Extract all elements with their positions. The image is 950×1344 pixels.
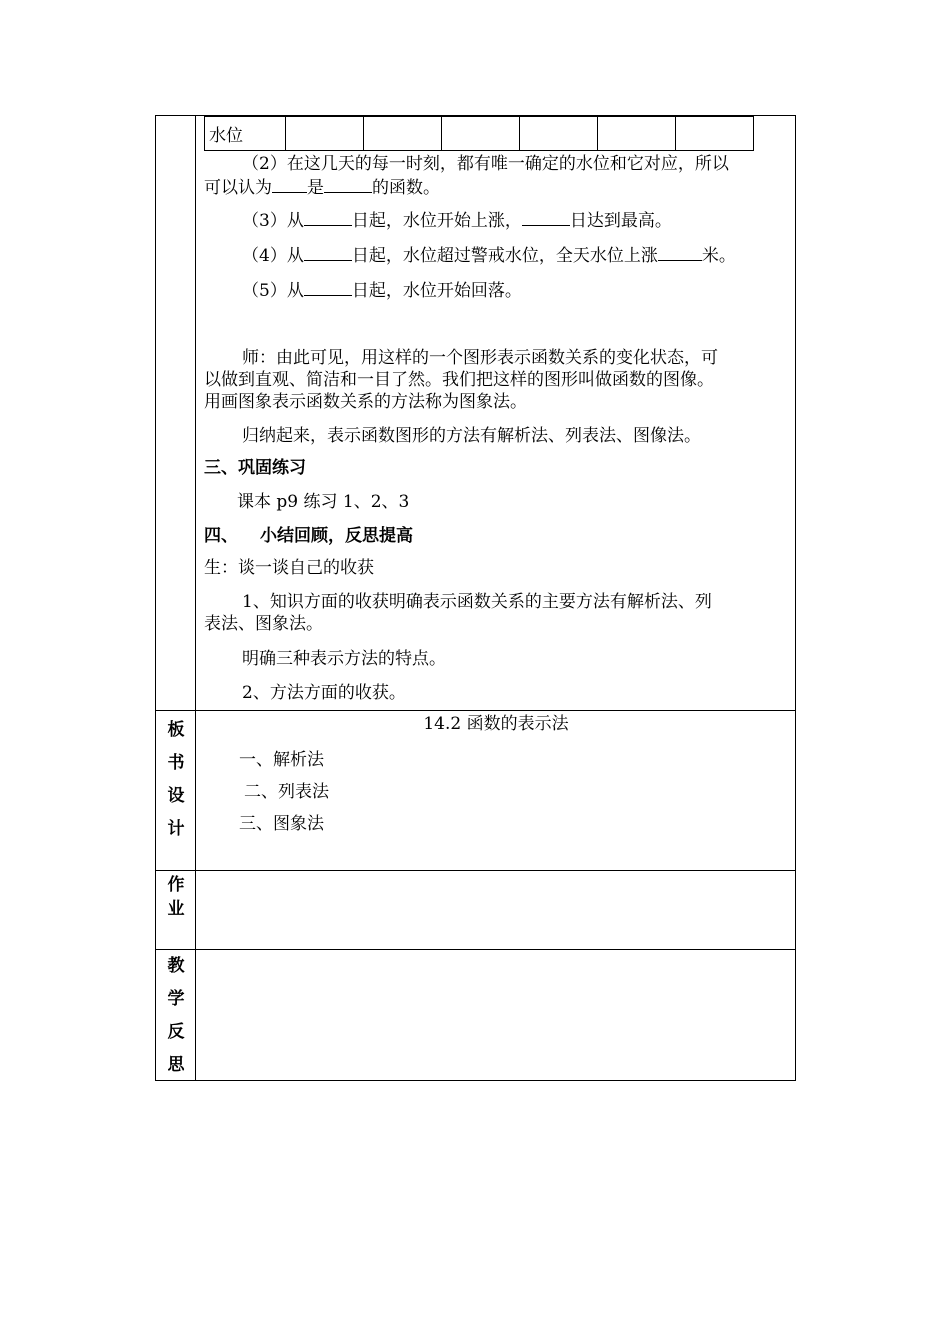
table-cell: [676, 117, 754, 151]
table-cell: [364, 117, 442, 151]
label-char: 思: [167, 1055, 185, 1075]
teacher-line1: 师：由此可见，用这样的一个图形表示函数关系的变化状态，可: [242, 348, 718, 368]
label-char: 教: [167, 956, 185, 976]
blank: [304, 209, 352, 226]
label-char: 学: [167, 989, 185, 1009]
teacher-line3: 用画图象表示函数关系的方法称为图象法。: [204, 392, 527, 412]
row-divider-board: [156, 710, 795, 711]
blank: [324, 176, 372, 193]
table-cell: [598, 117, 676, 151]
q5: [242, 279, 522, 302]
table-cell: [286, 117, 364, 151]
q2-line1: （2）在这几天的每一时刻，都有唯一确定的水位和它对应，所以: [242, 154, 729, 174]
blank: [272, 176, 307, 193]
section4-heading: [204, 525, 413, 547]
label-char: 计: [167, 819, 185, 839]
label-char: 书: [167, 753, 185, 773]
board-design-label: [156, 714, 196, 846]
blank: [522, 209, 570, 226]
summary: 归纳起来，表示函数图形的方法有解析法、列表法、图像法。: [242, 426, 701, 446]
water-level-table: [204, 116, 754, 151]
q3-text: 日起，水位开始上涨，: [351, 211, 522, 231]
label-char: 反: [167, 1022, 185, 1042]
q4-text: （4）从: [242, 246, 304, 266]
section4-title: 小结回顾，反思提高: [260, 526, 413, 546]
blank: [304, 279, 352, 296]
gain2: 2、方法方面的收获。: [242, 683, 406, 703]
homework-label: [156, 873, 196, 921]
water-level-label: 水位: [205, 117, 286, 151]
gain1-line1: 1、知识方面的收获明确表示函数关系的主要方法有解析法、列: [242, 592, 712, 612]
lesson-plan-table: [155, 115, 796, 1081]
q3-text: （3）从: [242, 211, 304, 231]
blank: [658, 244, 702, 261]
reflection-label: [156, 950, 196, 1082]
label-char: 作: [167, 875, 185, 895]
q3-text: 日达到最高。: [569, 211, 672, 231]
q2-text: 是: [307, 178, 324, 198]
q4-text: 日起，水位超过警戒水位，全天水位上涨: [351, 246, 658, 266]
q5-text: （5）从: [242, 281, 304, 301]
q4: [242, 244, 736, 267]
q5-text: 日起，水位开始回落。: [351, 281, 522, 301]
student-line: 生：谈一谈自己的收获: [204, 558, 374, 578]
q2-line2: [204, 176, 440, 199]
board-title: 14.2 函数的表示法: [423, 714, 569, 734]
section4-num: 四、: [204, 526, 238, 546]
q4-text: 米。: [701, 246, 736, 266]
column-divider: [195, 116, 196, 1080]
section3-body: 课本 p9 练习 1、2、3: [237, 492, 410, 512]
board-item-1: 一、解析法: [239, 750, 324, 770]
blank: [304, 244, 352, 261]
label-char: 设: [167, 786, 185, 806]
board-item-3: 三、图象法: [239, 814, 324, 834]
gain-features: 明确三种表示方法的特点。: [242, 649, 446, 669]
q2-text: 的函数。: [372, 178, 440, 198]
gain1-line2: 表法、图象法。: [204, 614, 323, 634]
label-char: 板: [167, 720, 185, 740]
label-char: 业: [167, 899, 185, 919]
table-cell: [520, 117, 598, 151]
q3: [242, 209, 672, 232]
row-divider-reflection: [156, 949, 795, 950]
table-cell: [442, 117, 520, 151]
section3-title: 三、巩固练习: [204, 458, 306, 478]
board-item-2: 二、列表法: [244, 782, 329, 802]
q2-text: 可以认为: [204, 178, 272, 198]
teacher-line2: 以做到直观、简洁和一目了然。我们把这样的图形叫做函数的图像。: [204, 370, 714, 390]
row-divider-homework: [156, 870, 795, 871]
